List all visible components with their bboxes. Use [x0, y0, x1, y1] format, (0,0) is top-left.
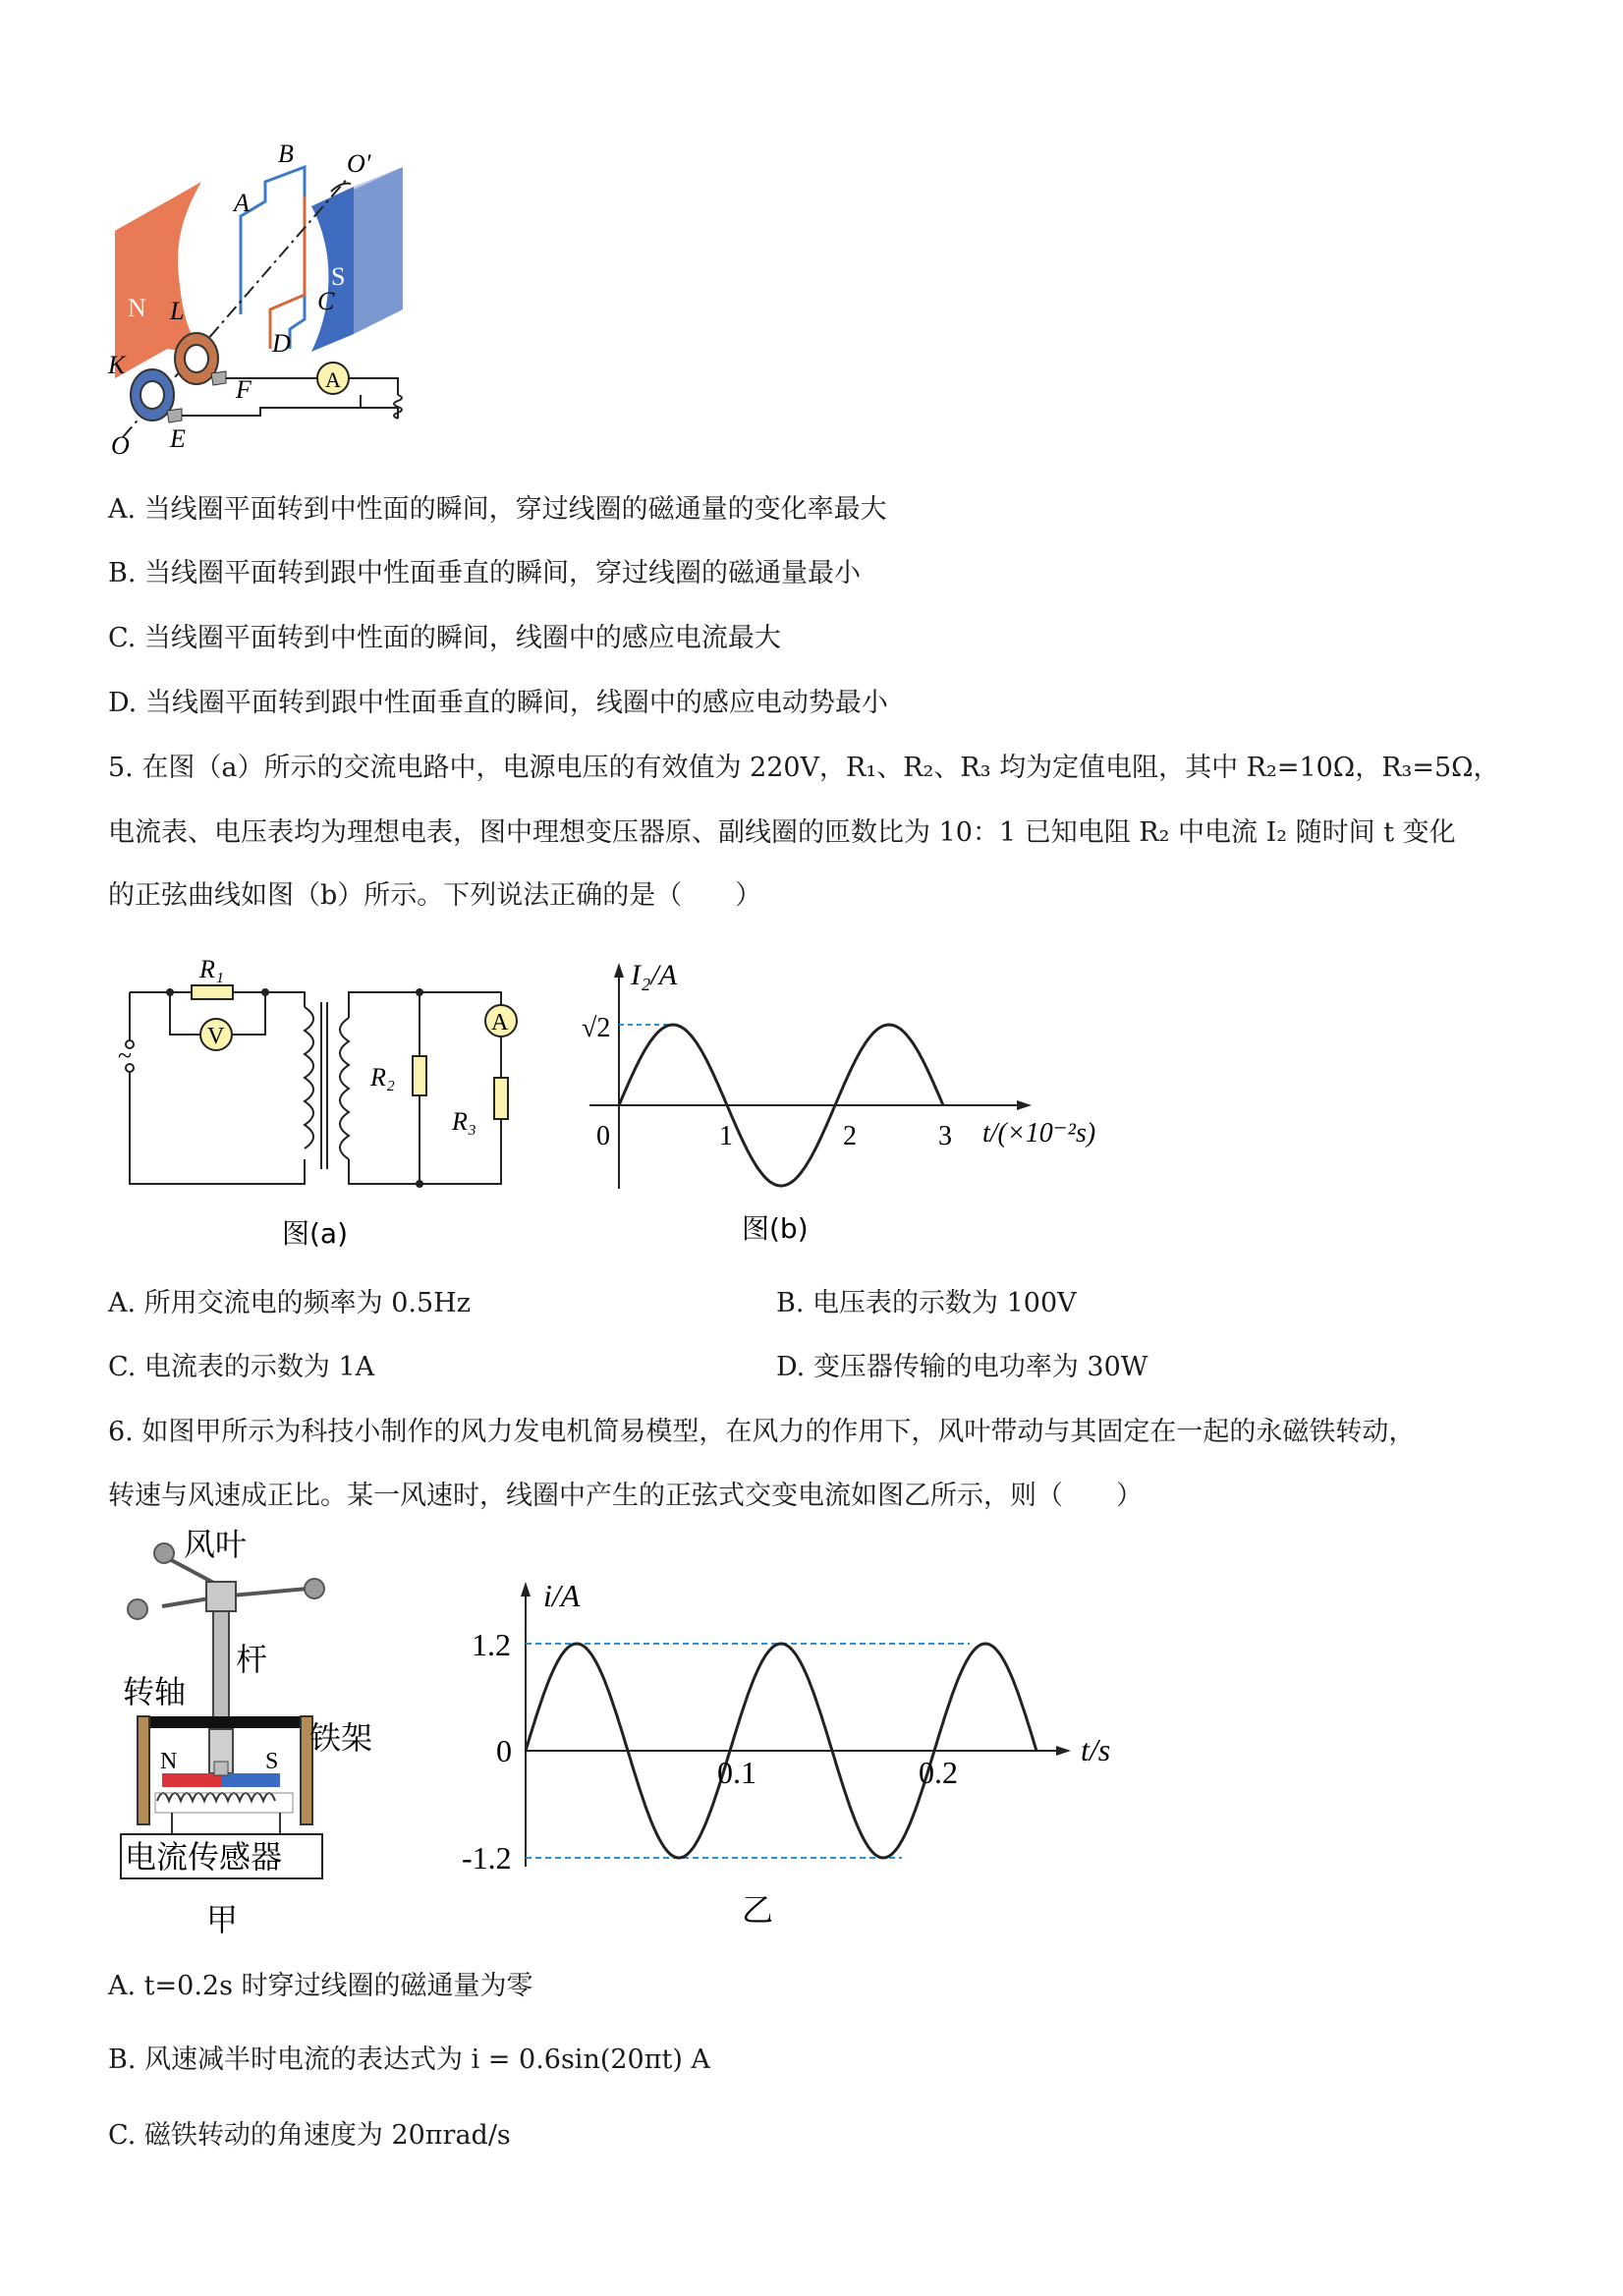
- y-neg-label: -1.2: [462, 1840, 512, 1876]
- label-o-prime: O′: [347, 149, 371, 178]
- q4-option-c: C. 当线圈平面转到中性面的瞬间，线圈中的感应电流最大: [108, 623, 781, 653]
- tick-0: 0: [596, 1121, 610, 1151]
- frame-label: 铁架: [309, 1719, 373, 1757]
- t-axis-label: t/(×10⁻²s): [982, 1118, 1096, 1148]
- q6-option-b: B. 风速减半时电流的表达式为 i = 0.6sin(20πt) A: [108, 2044, 710, 2075]
- i-axis-label: i/A: [543, 1578, 581, 1613]
- ac-source-symbol: ~: [118, 1041, 133, 1070]
- voltmeter-label: V: [207, 1024, 225, 1049]
- axis-label: 转轴: [123, 1673, 187, 1710]
- i2-axis-label: I₂/A: [631, 959, 678, 991]
- tick-3: 3: [938, 1121, 952, 1151]
- figure-b-caption: 图(b): [742, 1212, 809, 1245]
- label-d: D: [272, 329, 291, 358]
- t-s-axis-label: t/s: [1081, 1732, 1111, 1767]
- n-pole-label: N: [128, 294, 146, 322]
- x-tick-0-1: 0.1: [717, 1755, 756, 1790]
- label-b: B: [278, 140, 294, 168]
- q5-stem-line-2: 电流表、电压表均为理想电表，图中理想变压器原、副线圈的匝数比为 10：1 已知电阻 R₂ 中电流 I₂ 随时间 t 变化: [108, 817, 1456, 848]
- sensor-label: 电流传感器: [125, 1838, 283, 1876]
- circuit-figure-a: [113, 938, 555, 1253]
- generator-figure: [103, 138, 457, 462]
- q6-stem-line-1: 6. 如图甲所示为科技小制作的风力发电机简易模型，在风力的作用下，风叶带动与其固定在一起的永磁铁转动，: [108, 1417, 1416, 1447]
- r3-label: R₃: [452, 1107, 476, 1136]
- q5-option-c: C. 电流表的示数为 1A: [108, 1352, 375, 1382]
- wind-generator-model: [113, 1528, 408, 1950]
- label-l: L: [170, 297, 185, 325]
- q6-option-c: C. 磁铁转动的角速度为 20πrad/s: [108, 2120, 511, 2151]
- figure-jia-caption: 甲: [206, 1901, 239, 1938]
- figure-a-caption: 图(a): [282, 1217, 349, 1250]
- y-pos-label: 1.2: [472, 1627, 511, 1662]
- tick-2: 2: [843, 1121, 857, 1151]
- label-o: O: [111, 431, 130, 460]
- rod-label: 杆: [236, 1641, 268, 1678]
- q6-option-a: A. t=0.2s 时穿过线圈的磁通量为零: [108, 1971, 533, 2001]
- ammeter-label: A: [325, 367, 341, 392]
- origin-label: 0: [496, 1733, 512, 1768]
- current-graph-yi: [457, 1572, 1125, 1945]
- model-n-label: N: [160, 1749, 178, 1774]
- label-c: C: [317, 287, 335, 315]
- label-a: A: [234, 189, 250, 217]
- model-s-label: S: [265, 1749, 279, 1774]
- figure-yi-caption: 乙: [742, 1891, 774, 1929]
- label-k: K: [108, 351, 126, 379]
- q4-option-a: A. 当线圈平面转到中性面的瞬间，穿过线圈的磁通量的变化率最大: [108, 494, 887, 525]
- r1-label: R₁: [199, 955, 224, 983]
- q5-stem-line-1: 5. 在图（a）所示的交流电路中，电源电压的有效值为 220V，R₁、R₂、R₃ 均为定值电阻，其中 R₂=10Ω，R₃=5Ω，: [108, 753, 1500, 783]
- q5-option-b: B. 电压表的示数为 100V: [776, 1288, 1077, 1318]
- label-f: F: [236, 375, 252, 404]
- q5-option-d: D. 变压器传输的电功率为 30W: [776, 1352, 1148, 1382]
- r2-label: R₂: [370, 1063, 395, 1092]
- q5-option-a: A. 所用交流电的频率为 0.5Hz: [108, 1288, 471, 1318]
- q6-stem-line-2: 转速与风速成正比。某一风速时，线圈中产生的正弦式交变电流如图乙所示，则（ ）: [108, 1481, 1143, 1511]
- q4-option-d: D. 当线圈平面转到跟中性面垂直的瞬间，线圈中的感应电动势最小: [108, 688, 888, 718]
- x-tick-0-2: 0.2: [919, 1755, 958, 1790]
- current-graph-b: [560, 953, 1140, 1253]
- s-pole-label: S: [331, 262, 346, 291]
- blade-label: 风叶: [184, 1528, 248, 1563]
- tick-1: 1: [719, 1121, 733, 1151]
- q4-option-b: B. 当线圈平面转到跟中性面垂直的瞬间，穿过线圈的磁通量最小: [108, 558, 862, 588]
- q5-stem-line-3: 的正弦曲线如图（b）所示。下列说法正确的是（ ）: [108, 880, 762, 911]
- sqrt2-label: √2: [582, 1013, 611, 1043]
- label-e: E: [170, 424, 186, 453]
- ammeter-label-a: A: [491, 1010, 509, 1036]
